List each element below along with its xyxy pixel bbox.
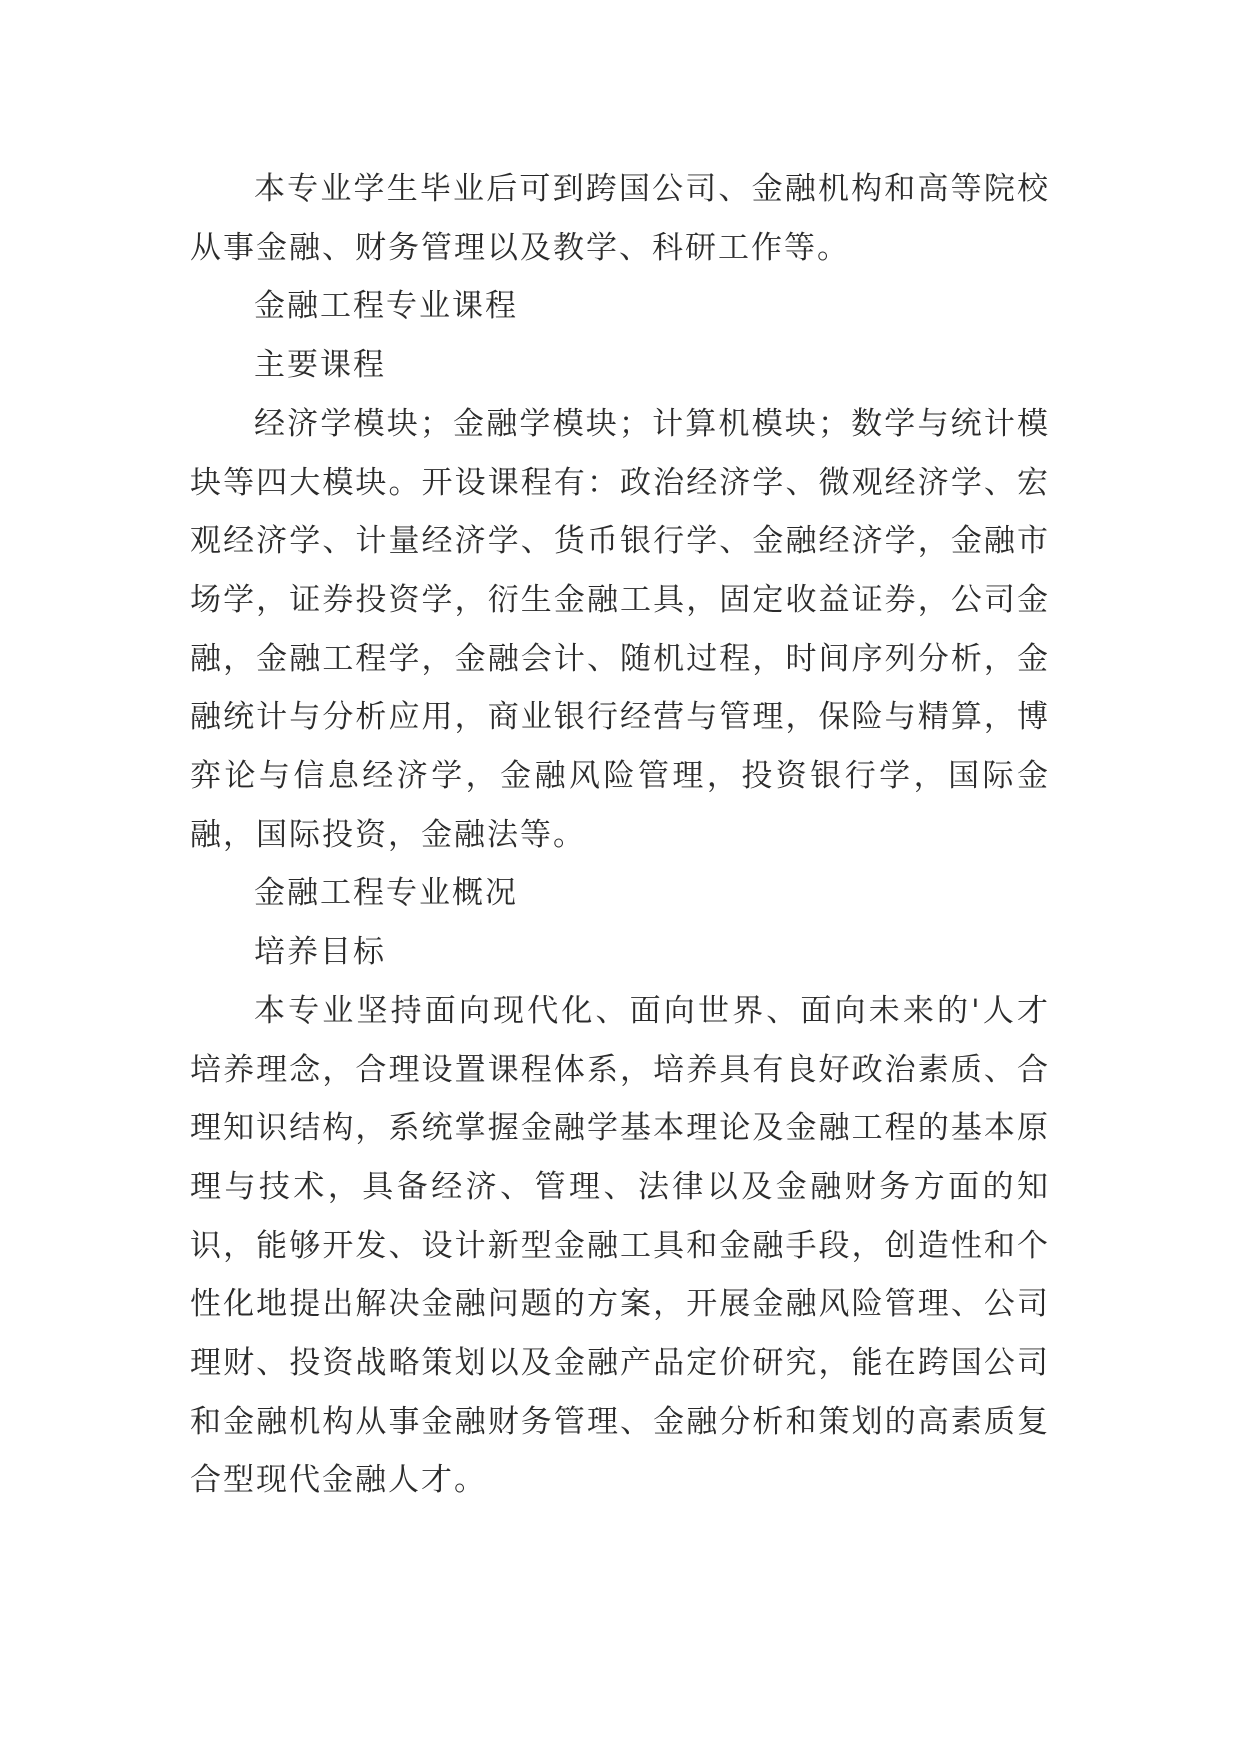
heading-courses: 金融工程专业课程 xyxy=(254,288,518,325)
subheading-goals: 培养目标 xyxy=(254,934,386,971)
paragraph-course-list: 经济学模块；金融学模块；计算机模块；数学与统计模块等四大模块。开设课程有：政治经济学、微观经济学、宏观经济学、计量经济学、货币银行学、金融经济学，金融市场学，证券投资学，衍生金融工具，固定收益证券，公司金融，金融工程学，金融会计、随机过程，时间序列分析，金融统计与分析应用，商业银行经营与管理，保险与精算，博弈论与信息经济学，金融风险管理，投资银行学，国际金融，国际投资，金融法等。 xyxy=(190,405,1050,853)
paragraph-career: 本专业学生毕业后可到跨国公司、金融机构和高等院校从事金融、财务管理以及教学、科研工作等。 xyxy=(190,171,1050,266)
paragraph-goals: 本专业坚持面向现代化、面向世界、面向未来的'人才培养理念，合理设置课程体系，培养具有良好政治素质、合理知识结构，系统掌握金融学基本理论及金融工程的基本原理与技术，具备经济、管理、法律以及金融财务方面的知识，能够开发、设计新型金融工具和金融手段，创造性和个性化地提出解决金融问题的方案，开展金融风险管理、公司理财、投资战略策划以及金融产品定价研究，能在跨国公司和金融机构从事金融财务管理、金融分析和策划的高素质复合型现代金融人才。 xyxy=(190,992,1050,1499)
subheading-main-courses: 主要课程 xyxy=(254,347,386,384)
heading-overview: 金融工程专业概况 xyxy=(254,875,518,912)
document-body xyxy=(190,160,1050,1510)
